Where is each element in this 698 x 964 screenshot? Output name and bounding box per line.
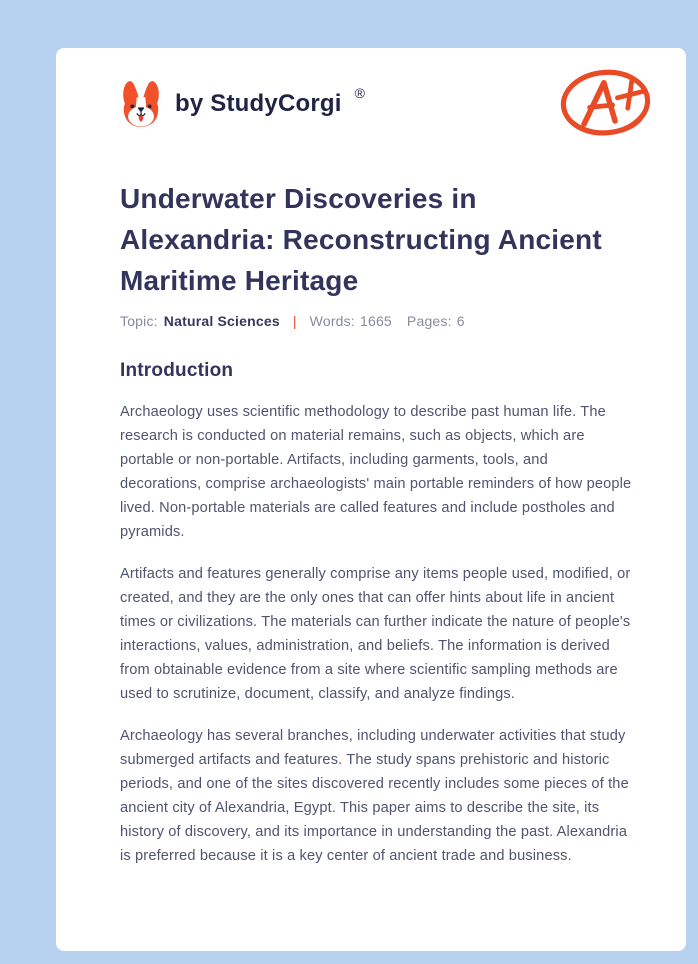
paragraph-1: Archaeology uses scientific methodology to describe past human life. The research is conducted on material remains, such as objects, which are portable or non-portable. Artifacts, including garments, tools, and decorations, comprise archaeologists' main portable reminders of how people lived. Non-portable materials are called features and include postholes and pyramids. [120, 404, 632, 540]
title-line: Underwater Discoveries in [120, 183, 477, 214]
brand-logo [118, 79, 365, 129]
header [56, 48, 686, 144]
article-meta [120, 311, 632, 331]
section-heading-introduction: Introduction [120, 360, 234, 381]
pages-value: 6 [456, 313, 465, 329]
paragraph-3: Archaeology has several branches, including underwater activities that study submerged artifacts and features. The study spans prehistoric and historic periods, and one of the sites discovered recently includes some pieces of the ancient city of Alexandria, Egypt. This paper aims to describe the site, its history of discovery, and its importance in understanding the past. Alexandria is preferred because it is a key center of ancient trade and business. [120, 728, 629, 864]
title-line: Alexandria: Reconstructing Ancient [120, 224, 602, 255]
document-body [56, 178, 686, 868]
words-value: 1665 [359, 313, 392, 329]
topic-link[interactable]: Natural Sciences [163, 313, 280, 329]
corgi-logo-icon [118, 79, 164, 129]
page-title [120, 178, 632, 301]
words-label: Words: [309, 313, 355, 329]
paragraph-2: Artifacts and features generally comprise any items people used, modified, or created, and they are the only ones that can offer hints about life in ancient times or civilizations. The materials can further indicate the nature of people's interactions, values, administration, and beliefs. The information is derived from obtainable evidence from a site where scientific sampling methods are used to scrutinize, document, classify, and analyze findings. [120, 566, 631, 702]
document-preview-card [56, 48, 686, 951]
meta-separator: | [292, 313, 297, 329]
brand-name: by StudyCorgi [175, 90, 342, 117]
title-line: Maritime Heritage [120, 265, 359, 296]
topic-label: Topic: [120, 313, 158, 329]
pages-label: Pages: [406, 313, 452, 329]
a-plus-badge-icon [557, 65, 654, 145]
registered-trademark: ® [354, 85, 365, 101]
